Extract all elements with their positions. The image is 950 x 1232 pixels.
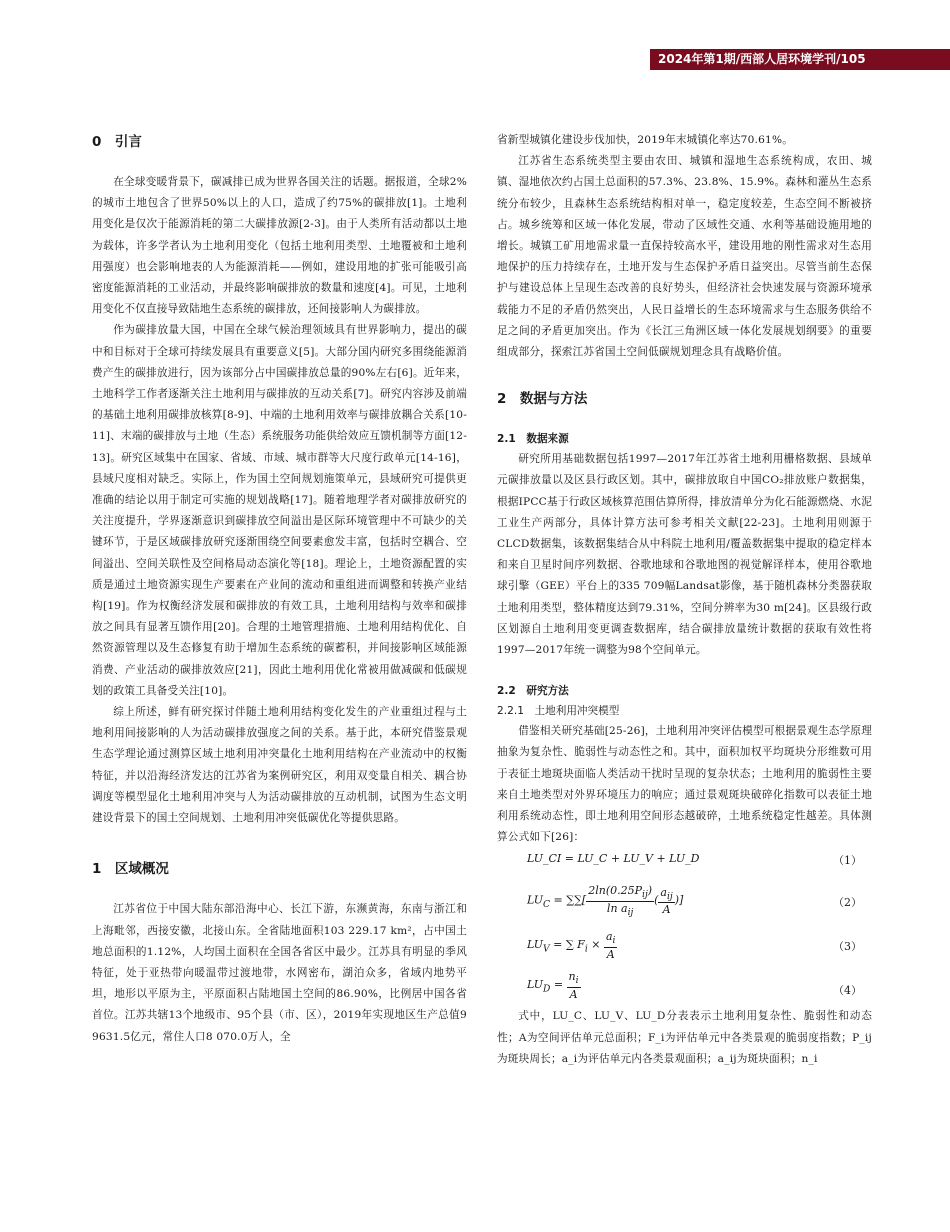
subsection-2-2-title: 2.2 研究方法 <box>497 685 569 698</box>
journal-header: 2024年第1期/西部人居环境学刊/105 <box>650 49 950 70</box>
intro-paragraph-2: 作为碳排放量大国，中国在全球气候治理领域具有世界影响力，提出的碳中和目标对于全球可持续发展具有重要意义[5]。大部分国内研究多围绕能源消费产生的碳排放进行，因为该部分占中国碳排放总量的90%左右[6]。近年来，土地科学工作者逐渐关注土地利用与碳排放的互动关系[7]。研究内容涉及前端的基础土地利用碳排放核算[8-9]、中端的土地利用效率与碳排放耦合关系[10-11]、末端的碳排放与土地（生态）系统服务功能供给效应互馈机制等方面[12-13]。研究区域集中在国家、省域、市域、城市群等大尺度行政单元[14-16]，县域尺度相对缺乏。实际上，作为国土空间规划施策单元，县域研究可提供更准确的结论以用于制定可实施的规划战略[17]。随着地理学者对碳排放研究的关注度提升，学界逐渐意识到碳排放空间溢出是区际环境管理中不可缺少的关键环节，于是区域碳排放研究逐渐围绕空间要素愈发丰富，包括时空耦合、空间溢出、空间关联性及空间格局动态演化等[18]。理论上，土地资源配置的实质是通过土地资源实现生产要素在产业间的流动和重组进而调整和转换产业结构[19]。作为权衡经济发展和碳排放的有效工具，土地利用结构与效率和碳排放之间具有显著互馈作用[20]。合理的土地管理措施、土地利用结构优化、自然资源管理以及生态修复有助于增加生态系统的碳蓄积，并间接影响区域能源消费、产业活动的碳排放效应[21]，因此土地利用优化常被用做减碳和低碳规划的政策工具备受关注[10]。 <box>92 324 467 697</box>
region-paragraph-1: 江苏省位于中国大陆东部沿海中心、长江下游，东濒黄海，东南与浙江和上海毗邻，西接安徽，北接山东。全省陆地面积103 229.17 km²，占中国土地总面积的1.12%，人均国土面积在全国各省区中最少。江苏具有明显的季风特征，处于亚热带向暖温带过渡地带，水网密布，湖泊众多，省域内地势平坦，地形以平原为主，平原面积占陆地国土空间的86.90%，比例居中国各省首位。江苏共辖13个地级市、95个县（市、区），2019年实现地区生产总值9 9631.5亿元，常住人口8 070.0万人，全 <box>92 903 467 1043</box>
right-column <box>497 130 872 1070</box>
region-continuation: 省新型城镇化建设步伐加快，2019年末城镇化率达70.61%。 <box>497 134 794 146</box>
equation-2 <box>497 874 872 926</box>
equation-4-body: $LU_D$ = $\frac{n_i}{A}$ <box>527 970 579 1001</box>
equation-1-number: （1） <box>833 854 862 868</box>
section-1-title: 1 区域概况 <box>92 861 169 878</box>
equation-4-number: （4） <box>833 984 862 998</box>
subsection-2-2-1-title: 2.2.1 土地利用冲突模型 <box>497 705 620 718</box>
legend-paragraph: 式中，LU_C、LU_V、LU_D分表表示土地利用复杂性、脆弱性和动态性；A为空间评估单元总面积；F_i为评估单元中各类景观的脆弱度指数；P_ij为斑块周长；a_i为评估单元内各类景观面积；a_ij为斑块面积；n_i <box>497 1010 872 1065</box>
equation-3 <box>497 926 872 966</box>
equation-2-body: $LU_C$ = ∑∑[ $\frac{2\ln(0.25P_{ij})}{\ln a_{ij}}$ ( $\frac{a_{ij}}{A}$ )] <box>527 884 684 918</box>
left-column <box>92 130 467 1048</box>
data-source-paragraph: 研究所用基础数据包括1997—2017年江苏省土地利用栅格数据、县域单元碳排放量以及区县行政区划。其中，碳排放取自中国CO₂排放账户数据集，根据IPCC基于行政区域核算范围估算所得，排放清单分为化石能源燃烧、水泥工业生产两部分，具体计算方法可参考相关文献[22-23]。土地利用则源于CLCD数据集，该数据集结合从中科院土地利用/覆盖数据集中提取的稳定样本和来自卫星时间序列数据、谷歌地球和谷歌地图的视觉解译样本，使用谷歌地球引擎（GEE）平台上的335 709幅Landsat影像，基于随机森林分类器获取土地利用类型，整体精度达到79.31%，空间分辨率为30 m[24]。区县级行政区划源自土地利用变更调查数据库，结合碳排放量统计数据的获取有效性将1997—2017年统一调整为98个空间单元。 <box>497 453 872 657</box>
region-paragraph-2: 江苏省生态系统类型主要由农田、城镇和湿地生态系统构成，农田、城镇、湿地依次约占国土总面积的57.3%、23.8%、15.9%。森林和灌丛生态系统分布较少，且森林生态系统结构相对单一，稳定度较差，生态空间不断被挤占。城乡统筹和区域一体化发展，带动了区域性交通、水利等基础设施用地的增长。城镇工矿用地需求量一直保持较高水平，建设用地的刚性需求对生态用地保护的压力持续存在，土地开发与生态保护矛盾日益突出。尽管当前生态保护与建设总体上呈现生态改善的良好势头，但经济社会快速发展与资源环境承载能力不足的矛盾仍然突出，人民日益增长的生态环境需求与生态服务供给不足之间的矛盾更加突出。作为《长江三角洲区域一体化发展规划纲要》的重要组成部分，探索江苏省国土空间低碳规划理念具有战略价值。 <box>497 155 872 359</box>
equation-1 <box>497 848 872 874</box>
equation-4 <box>497 966 872 1006</box>
equation-3-body: $LU_V$ = ∑ $F_i$ × $\frac{a_i}{A}$ <box>527 930 616 961</box>
intro-paragraph-3: 综上所述，鲜有研究探讨伴随土地利用结构变化发生的产业重组过程与土地利用间接影响的人为活动碳排放强度之间的关系。基于此，本研究借鉴景观生态学理论通过测算区域土地利用冲突量化土地利用结构在产业流动中的权衡特征，并以沿海经济发达的江苏省为案例研究区，利用双变量自相关、耦合协调度等模型显化土地利用冲突与人为活动碳排放的互动机制，试图为生态文明建设背景下的国土空间规划、土地利用冲突低碳优化等提供思路。 <box>92 706 467 825</box>
intro-paragraph-1: 在全球变暖背景下，碳减排已成为世界各国关注的话题。据报道，全球2%的城市土地包含了世界50%以上的人口，造成了约75%的碳排放[1]。土地利用变化是仅次于能源消耗的第二大碳排放源[2-3]。由于人类所有活动都以土地为载体，许多学者认为土地利用变化（包括土地利用类型、土地覆被和土地利用强度）也会影响地表的人为能源消耗——例如，建设用地的扩张可能吸引高密度能源消耗的工业活动，并最终影响碳排放的数量和速度[4]。可见，土地利用变化不仅直接导致陆地生态系统的碳排放，还间接影响人为碳排放。 <box>92 176 467 316</box>
subsection-2-1-title: 2.1 数据来源 <box>497 433 569 446</box>
section-2-title: 2 数据与方法 <box>497 391 588 408</box>
method-paragraph: 借鉴相关研究基础[25-26]，土地利用冲突评估模型可根据景观生态学原理抽象为复杂性、脆弱性与动态性之和。其中，面积加权平均斑块分形维数可用于表征土地斑块面临人类活动干扰时呈现的复杂状态；土地利用的脆弱性主要来自土地类型对外界环境压力的响应；通过景观斑块破碎化指数可以表征土地利用系统动态性，即土地利用空间形态越破碎，土地系统稳定性越差。具体测算公式如下[26]： <box>497 725 872 844</box>
section-0-title: 0 引言 <box>92 134 142 150</box>
equation-3-number: （3） <box>833 940 862 954</box>
equation-2-number: （2） <box>833 896 862 910</box>
equation-1-body: LU_CI = LU_C + LU_V + LU_D <box>527 852 700 866</box>
